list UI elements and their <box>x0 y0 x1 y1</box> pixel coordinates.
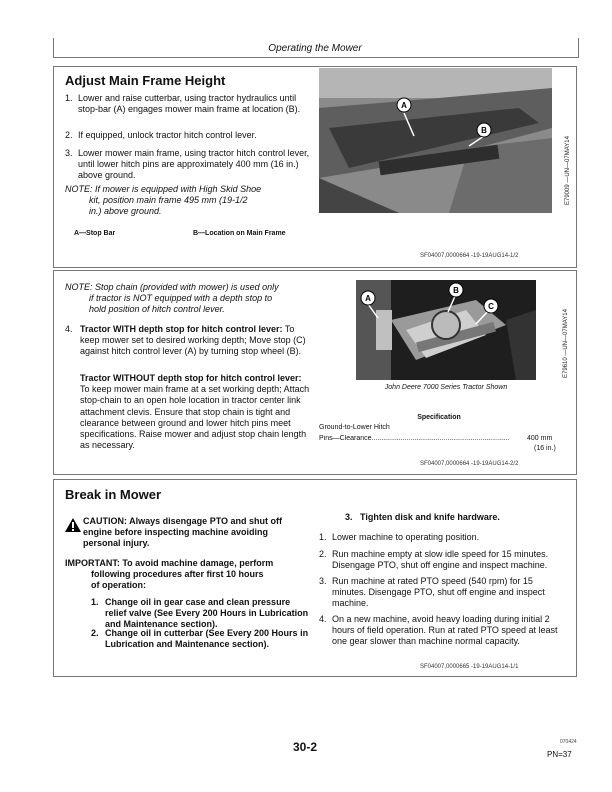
page-number: 30-2 <box>292 740 318 754</box>
spec-title: Specification <box>417 414 461 421</box>
important-notice: IMPORTANT: To avoid machine damage, perform following procedures after first 10 hours of operation: <box>65 558 274 591</box>
note-stop-chain: NOTE: Stop chain (provided with mower) is used only if tractor is NOT equipped with a depth stop to hold position of hitch control lever. <box>65 282 279 315</box>
section-heading: Adjust Main Frame Height <box>65 73 226 88</box>
section-footer-ref: SF04007,0000664 -19-19AUG14-1/2 <box>420 253 519 259</box>
page-header-title: Operating the Mower <box>268 43 362 54</box>
note-high-skid: NOTE: If mower is equipped with High Skid Shoe kit, position main frame 495 mm (19-1/2 in.) above ground. <box>65 184 262 217</box>
image-id-1: E79009 —UN—07MAY14 <box>565 136 571 205</box>
callout-c: C <box>488 302 494 311</box>
warning-triangle-icon <box>65 518 81 532</box>
spec-value-1: 400 mm <box>527 435 553 442</box>
pn-label: PN=37 <box>547 750 572 759</box>
mower-frame-illustration <box>319 68 552 213</box>
step-4-without-depth-stop: Tractor WITHOUT depth stop for hitch control lever: To keep mower main frame at a set working depth; Attach stop-chain to an open hole location in tractor center link attachment clevis. Ensure that stop chain is tight and clearance between ground and lower hitch pins meet specifications. Raise mower and adjust stop chain length as necessary. <box>80 373 310 451</box>
section-heading: Break in Mower <box>65 487 162 502</box>
list-item: 3. Tighten disk and knife hardware. <box>345 512 500 522</box>
caution-text: CAUTION: Always disengage PTO and shut off engine before inspecting machine avoiding personal injury. <box>83 516 283 549</box>
hitch-control-illustration <box>356 280 536 380</box>
callout-b: B <box>481 126 487 135</box>
callout-a: A <box>401 101 407 110</box>
spec-value-2: (16 in.) <box>534 445 556 452</box>
tractor-hitch-photo <box>356 280 536 380</box>
callout-a: A <box>365 294 371 303</box>
mower-frame-photo <box>319 68 552 213</box>
page-code: 070424 <box>560 739 577 745</box>
section-footer-ref: SF04007,0000664 -19-19AUG14-2/2 <box>420 461 519 467</box>
step-4-with-depth-stop: Tractor WITH depth stop for hitch control lever: To keep mower set to desired working depth; Move stop (C) against hitch control lever (A) by turning stop wheel (B). <box>80 324 306 357</box>
legend-b: B—Location on Main Frame <box>193 230 286 237</box>
spec-label-2: Pins—Clearance....................................................................... <box>319 435 510 442</box>
step-4-number: 4. <box>65 324 73 334</box>
legend-a: A—Stop Bar <box>74 230 116 237</box>
photo-caption: John Deere 7000 Series Tractor Shown <box>384 384 508 391</box>
section-footer-ref: SF04007,0000665 -19-19AUG14-1/1 <box>420 664 519 670</box>
image-id-2: E79610 —UN—07MAY14 <box>563 309 569 378</box>
callout-b: B <box>453 286 459 295</box>
spec-label-1: Ground-to-Lower Hitch <box>319 424 390 431</box>
